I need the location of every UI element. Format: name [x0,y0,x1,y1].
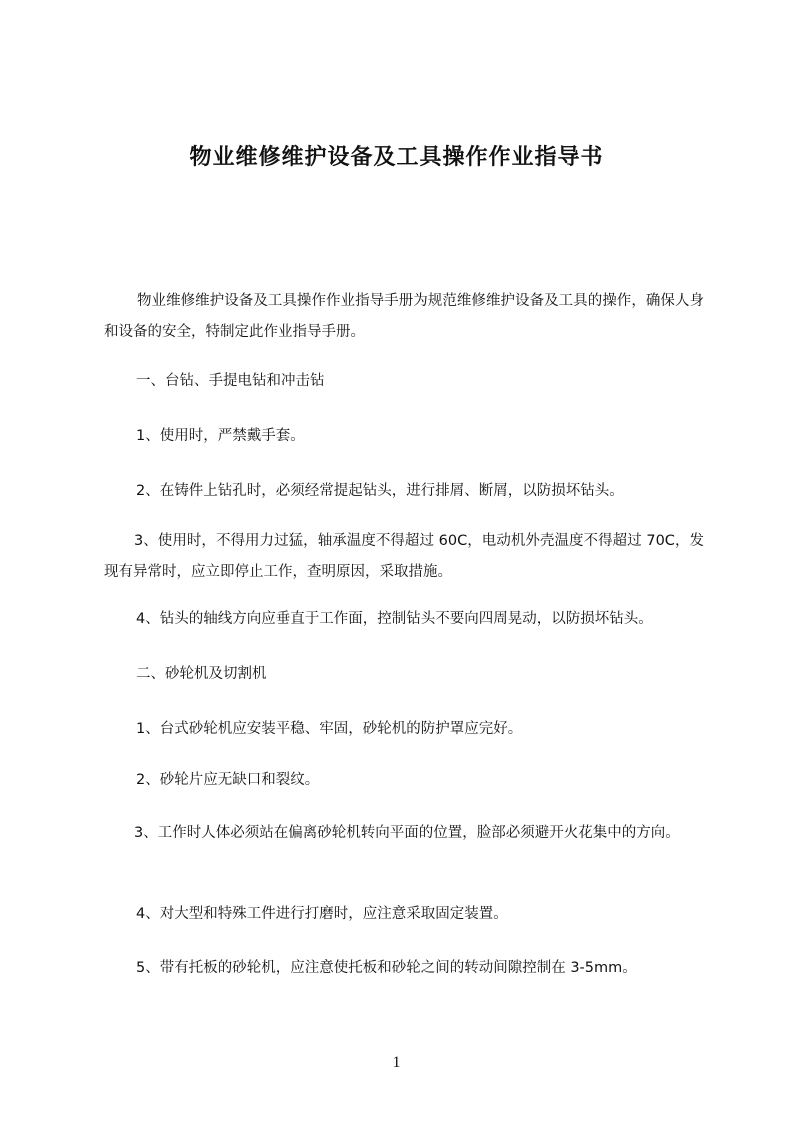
page-number: 1 [392,1054,401,1071]
intro-paragraph: 物业维修维护设备及工具操作作业指导手册为规范维修维护设备及工具的操作，确保人身和设备的安全，特制定此作业指导手册。 [104,293,704,340]
section-2-item-5: 5、带有托板的砂轮机，应注意使托板和砂轮之间的转动间隙控制在 3-5mm。 [136,960,637,976]
section-2-item-2: 2、砂轮片应无缺口和裂纹。 [136,772,320,788]
section-heading-2: 二、砂轮机及切割机 [136,666,267,682]
section-1-item-4: 4、钻头的轴线方向应垂直于工作面，控制钻头不要向四周晃动，以防损坏钻头。 [136,611,653,627]
section-2-item-1: 1、台式砂轮机应安装平稳、牢固，砂轮机的防护罩应完好。 [136,721,523,737]
section-2-item-3: 3、工作时人体必须站在偏离砂轮机转向平面的位置，脸部必须避开火花集中的方向。 [134,825,680,841]
section-heading-1: 一、台钻、手提电钻和冲击钻 [136,373,325,389]
section-1-item-2: 2、在铸件上钻孔时，必须经常提起钻头，进行排屑、断屑，以防损坏钻头。 [136,483,624,499]
section-2-item-4: 4、对大型和特殊工件进行打磨时，应注意采取固定装置。 [136,906,508,922]
page-title: 物业维修维护设备及工具操作作业指导书 [189,145,604,170]
section-1-item-3: 3、使用时，不得用力过猛，轴承温度不得超过 60C，电动机外壳温度不得超过 70C，发现有异常时，应立即停止工作，查明原因，采取措施。 [104,533,704,580]
section-1-item-1: 1、使用时，严禁戴手套。 [136,428,305,444]
